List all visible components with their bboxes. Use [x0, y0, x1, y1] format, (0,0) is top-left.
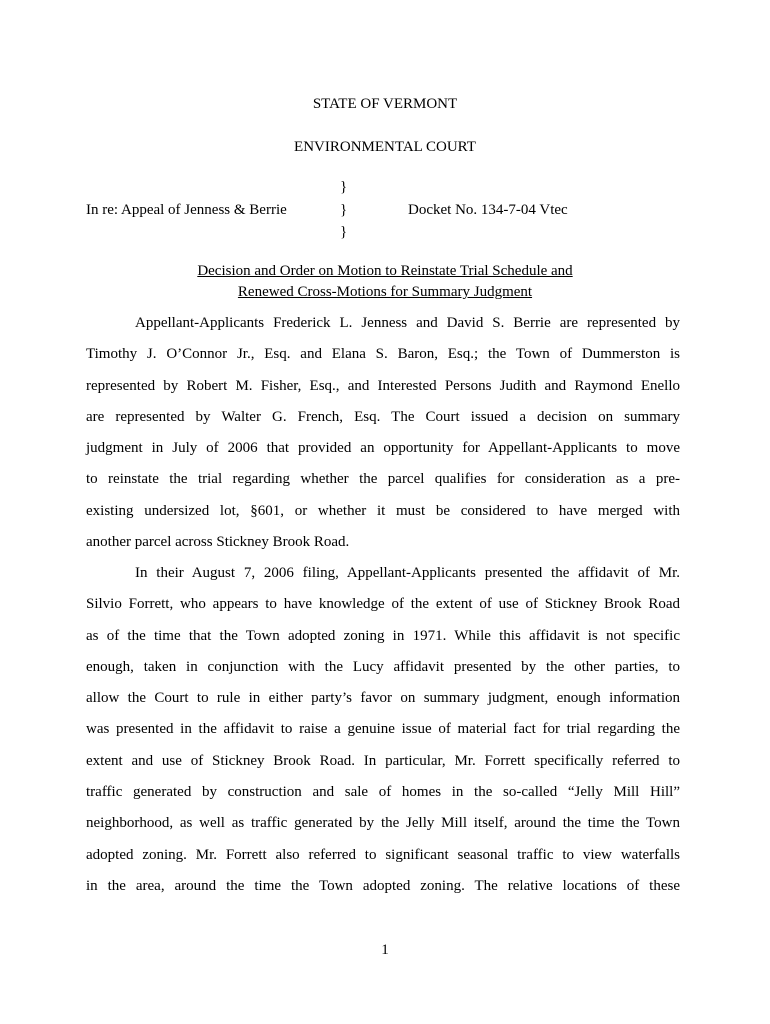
caption-brace: } [340, 202, 348, 218]
state-heading: STATE OF VERMONT [312, 96, 458, 112]
paragraph-line: In their August 7, 2006 filing, Appellant-Applicants presented the affidavit of Mr. [135, 565, 680, 581]
paragraph-line: are represented by Walter G. French, Esq. The Court issued a decision on summary [86, 408, 680, 425]
paragraph-line: was presented in the affidavit to raise a genuine issue of material fact for trial regarding the [86, 721, 680, 738]
document-title-line-2: Renewed Cross-Motions for Summary Judgment [237, 284, 533, 300]
paragraph-line: Appellant-Applicants Frederick L. Jenness and David S. Berrie are represented by [135, 315, 680, 331]
docket-number: Docket No. 134-7-04 Vtec [408, 202, 568, 218]
paragraph-line: allow the Court to rule in either party’s favor on summary judgment, enough information [86, 690, 680, 707]
paragraph-line: existing undersized lot, §601, or whether it must be considered to have merged with [86, 502, 680, 519]
paragraph-line: enough, taken in conjunction with the Lucy affidavit presented by the other parties, to [86, 658, 680, 675]
court-heading: ENVIRONMENTAL COURT [294, 139, 476, 155]
paragraph-1 [86, 308, 680, 558]
paragraph-line: neighborhood, as well as traffic generated by the Jelly Mill itself, around the time the Town [86, 815, 680, 832]
paragraph-line: traffic generated by construction and sale of homes in the so-called “Jelly Mill Hill” [86, 784, 680, 801]
paragraph-2 [86, 558, 680, 902]
document-title-line-1: Decision and Order on Motion to Reinstate Trial Schedule and [197, 263, 573, 279]
paragraph-line: adopted zoning. Mr. Forrett also referred to significant seasonal traffic to view waterfalls [86, 846, 680, 863]
paragraph-line: Timothy J. O’Connor Jr., Esq. and Elana S. Baron, Esq.; the Town of Dummerston is [86, 346, 680, 363]
caption-brace: } [340, 179, 348, 195]
paragraph-line: to reinstate the trial regarding whether the parcel qualifies for consideration as a pre- [86, 471, 680, 488]
paragraph-line: judgment in July of 2006 that provided an opportunity for Appellant-Applicants to move [86, 440, 680, 457]
paragraph-line: another parcel across Stickney Brook Road. [86, 534, 350, 551]
caption-brace: } [340, 224, 348, 240]
paragraph-line: in the area, around the time the Town adopted zoning. The relative locations of these [86, 877, 680, 894]
page-number: 1 [381, 942, 389, 958]
paragraph-line: extent and use of Stickney Brook Road. In particular, Mr. Forrett specifically referred to [86, 752, 680, 769]
case-caption: In re: Appeal of Jenness & Berrie [86, 202, 287, 218]
paragraph-line: Silvio Forrett, who appears to have knowledge of the extent of use of Stickney Brook Road [86, 596, 680, 613]
paragraph-line: as of the time that the Town adopted zoning in 1971. While this affidavit is not specific [86, 627, 680, 644]
paragraph-line: represented by Robert M. Fisher, Esq., and Interested Persons Judith and Raymond Enello [86, 377, 680, 394]
